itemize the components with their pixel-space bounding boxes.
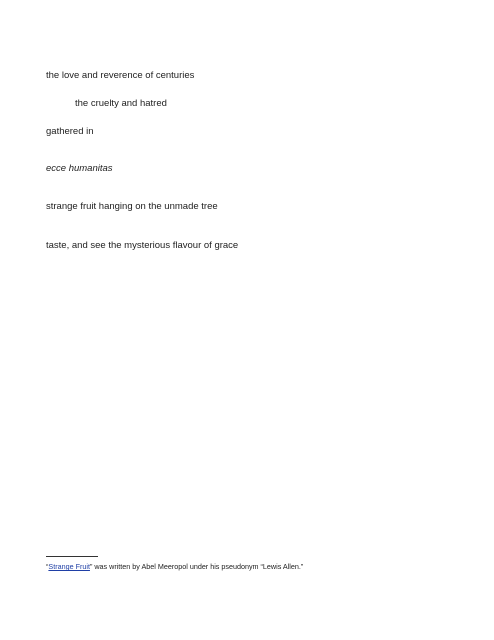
poem-line-4: ecce humanitas (46, 163, 113, 174)
footnote-separator (46, 556, 98, 557)
footnote-link-strange-fruit[interactable]: Strange Fruit (48, 562, 90, 571)
footnote-text: ” was written by Abel Meeropol under his pseudonym “Lewis Allen.” (89, 562, 304, 571)
poem-line-6: taste, and see the mysterious flavour of grace (46, 240, 239, 251)
poem-line-2: the cruelty and hatred (75, 98, 167, 109)
poem-line-3: gathered in (46, 126, 94, 137)
footnote (46, 562, 303, 572)
poem-line-1: the love and reverence of centuries (46, 70, 195, 81)
poem-line-5: strange fruit hanging on the unmade tree (46, 201, 218, 212)
footnote-open-quote: “ (46, 562, 49, 571)
